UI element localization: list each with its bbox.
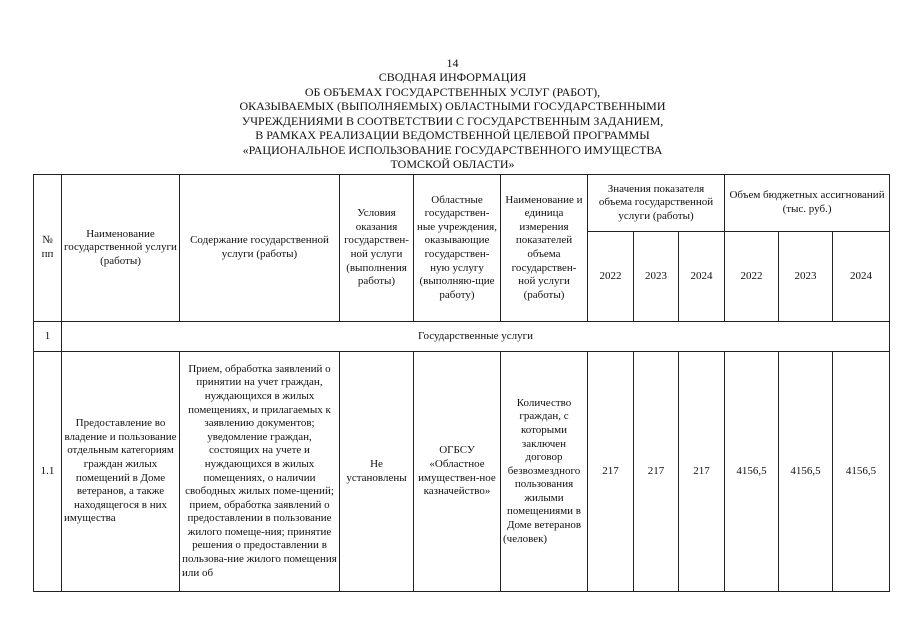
header-year: 2024 (833, 232, 890, 322)
page-number: 14 (446, 56, 459, 70)
row-value-2023: 217 (634, 352, 679, 592)
row-value-2024: 217 (679, 352, 725, 592)
row-conditions: Не установлены (340, 352, 414, 592)
header-indicator-values: Значения показателя объема государственной услуги (работы) (588, 175, 725, 232)
row-budget-2023: 4156,5 (779, 352, 833, 592)
header-content: Содержание государственной услуги (работы) (180, 175, 340, 322)
header-budget: Объем бюджетных ассигнований (тыс. руб.) (725, 175, 890, 232)
row-content: Прием, обработка заявлений о принятии на учет граждан, нуждающихся в жилых помещениях, и прилагаемых к заявлению документов; уведомление граждан, состоящих на учете и нуждающихся в жилых помещениях, о наличии свободных жилых поме-щений; прием, обработка заявлений о предоставлении в пользование жилого помеще-ния; принятие решения о предоставлении в пользова-ние жилого помещения или об (180, 352, 340, 592)
row-indicator: Количество граждан, с которыми заключен договор безвозмездного пользования жилыми помещениями в Доме ветеранов (человек) (501, 352, 588, 592)
row-budget-2024: 4156,5 (833, 352, 890, 592)
title-line: ОКАЗЫВАЕМЫХ (ВЫПОЛНЯЕМЫХ) ОБЛАСТНЫМИ ГОСУДАРСТВЕННЫМИ (239, 99, 666, 113)
row-num: 1.1 (34, 352, 62, 592)
header-year: 2022 (588, 232, 634, 322)
section-title: Государственные услуги (62, 322, 890, 352)
row-budget-2022: 4156,5 (725, 352, 779, 592)
title-line: В РАМКАХ РЕАЛИЗАЦИИ ВЕДОМСТВЕННОЙ ЦЕЛЕВОЙ ПРОГРАММЫ (255, 128, 650, 142)
row-service-name: Предоставление во владение и пользование отдельным категориям граждан жилых помещений в Доме ветеранов, а также находящегося в них имущества (62, 352, 180, 592)
header-indicator: Наименование и единица измерения показателей объема государствен-ной услуги (работы) (501, 175, 588, 322)
header-num: № пп (34, 175, 62, 322)
document-title (0, 70, 905, 172)
header-conditions: Условия оказания государствен-ной услуги (выполнения работы) (340, 175, 414, 322)
table-row (34, 352, 890, 592)
title-line: СВОДНАЯ ИНФОРМАЦИЯ (378, 70, 527, 84)
row-value-2022: 217 (588, 352, 634, 592)
title-line: «РАЦИОНАЛЬНОЕ ИСПОЛЬЗОВАНИЕ ГОСУДАРСТВЕННОГО ИМУЩЕСТВА (242, 142, 663, 157)
row-institutions: ОГБСУ «Областное имуществен-ное казначейство» (414, 352, 501, 592)
header-row-main (34, 175, 890, 232)
header-institutions: Областные государствен-ные учреждения, оказывающие государствен-ную услугу (выполняю-щие работу) (414, 175, 501, 322)
title-line: ОБ ОБЪЕМАХ ГОСУДАРСТВЕННЫХ УСЛУГ (РАБОТ), (304, 84, 601, 99)
services-table (33, 174, 890, 592)
header-year: 2022 (725, 232, 779, 322)
header-year: 2023 (634, 232, 679, 322)
header-year: 2024 (679, 232, 725, 322)
title-line: ТОМСКОЙ ОБЛАСТИ» (390, 157, 515, 171)
header-year: 2023 (779, 232, 833, 322)
section-num: 1 (34, 322, 62, 352)
title-line: УЧРЕЖДЕНИЯМИ В СООТВЕТСТВИИ С ГОСУДАРСТВЕННЫМ ЗАДАНИЕМ, (241, 113, 664, 128)
section-row (34, 322, 890, 352)
header-service-name: Наименование государственной услуги (работы) (62, 175, 180, 322)
